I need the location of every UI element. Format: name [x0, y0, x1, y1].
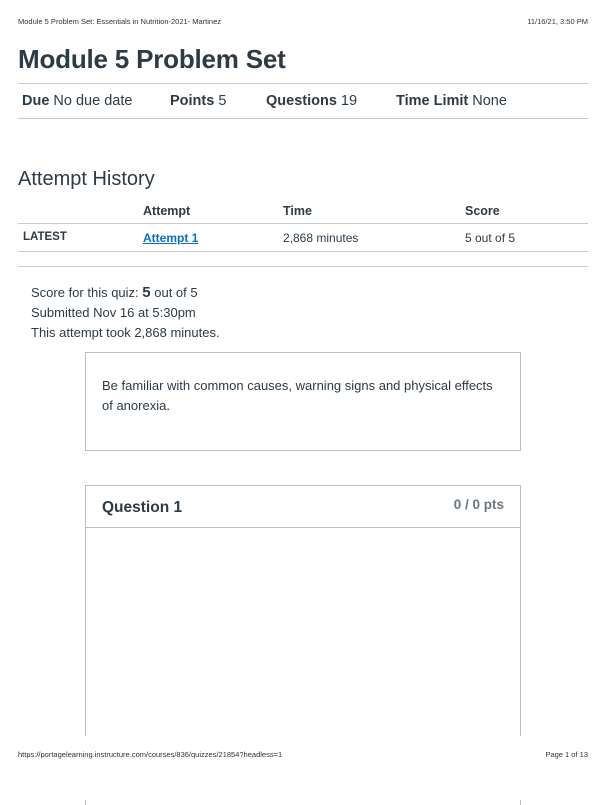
due-label: Due: [22, 93, 50, 109]
points-value: 5: [218, 93, 227, 109]
attempt-history-table: [18, 197, 588, 252]
points-info: [170, 93, 226, 109]
table-row: [18, 224, 588, 252]
table-header-row: [18, 197, 588, 224]
column-header-attempt: Attempt: [143, 204, 191, 218]
column-header-time: Time: [283, 204, 312, 218]
latest-label: LATEST: [23, 231, 67, 243]
time-limit-info: [396, 93, 507, 109]
question-title: Question 1: [102, 499, 183, 516]
attempt-history-heading: Attempt History: [18, 168, 155, 190]
questions-value: 19: [340, 93, 358, 109]
attempt-duration-text: This attempt took 2,868 minutes.: [31, 325, 220, 340]
print-footer-area: [0, 736, 606, 800]
quiz-info-bar: [18, 83, 588, 119]
due-info: [22, 93, 132, 109]
attempt-1-link[interactable]: Attempt 1: [143, 231, 199, 245]
page-title: Module 5 Problem Set: [18, 44, 286, 74]
question-points: 0 / 0 pts: [453, 497, 504, 512]
due-value: No due date: [53, 93, 133, 109]
print-header-datetime: 11/16/21, 3:50 PM: [527, 17, 588, 26]
attempt-time: 2,868 minutes: [283, 231, 359, 245]
time-limit-label: Time Limit: [396, 93, 469, 109]
attempt-score: 5 out of 5: [465, 231, 516, 245]
score-value: 5: [142, 284, 151, 301]
print-footer: [18, 750, 588, 762]
column-header-score: Score: [465, 204, 500, 218]
print-header-title: Module 5 Problem Set: Essentials in Nutrition-2021- Martinez: [18, 17, 222, 26]
quiz-score-summary: [31, 283, 220, 343]
time-limit-value: None: [472, 93, 507, 109]
score-suffix: out of 5: [154, 285, 198, 300]
submitted-text: Submitted Nov 16 at 5:30pm: [31, 305, 196, 320]
print-header: [18, 17, 588, 29]
print-footer-url: https://portagelearning.instructure.com/courses/836/quizzes/21854?headless=1: [18, 750, 283, 759]
questions-info: [266, 93, 357, 109]
points-label: Points: [170, 93, 215, 109]
score-prefix: Score for this quiz:: [31, 285, 139, 300]
print-footer-page: Page 1 of 13: [545, 750, 588, 759]
question-header: [86, 486, 520, 528]
questions-label: Questions: [266, 93, 337, 109]
section-divider: [18, 266, 588, 267]
instruction-box: [85, 352, 521, 451]
score-line: [31, 283, 220, 303]
instruction-text: Be familiar with common causes, warning signs and physical effects of anorexia.: [102, 378, 493, 413]
